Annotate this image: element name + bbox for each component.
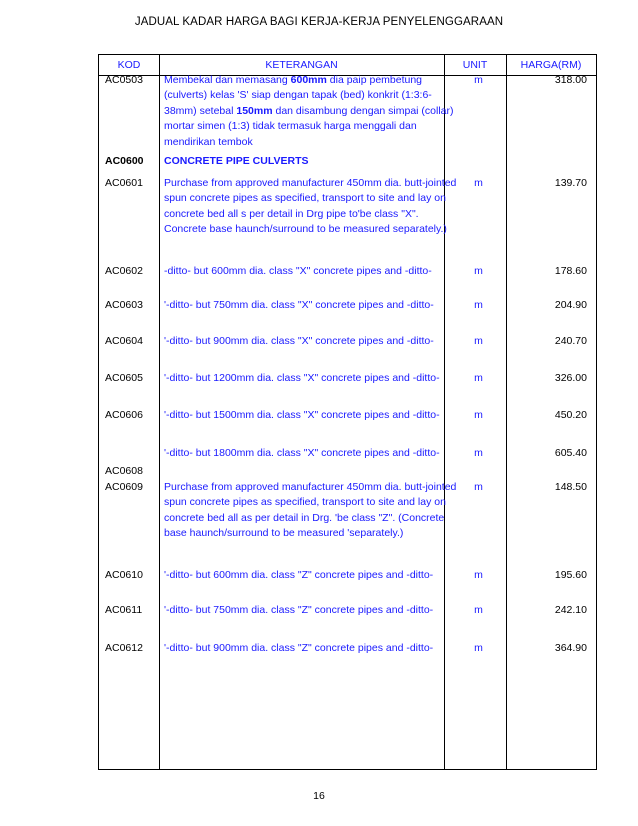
row-unit: m [474,74,483,86]
row-kod: AC0608 [105,465,143,477]
row-harga: 195.60 [554,569,587,581]
row-kod: AC0606 [105,409,143,421]
keterangan-text: '-ditto- but 750mm dia. class "Z" concrete pipes and -ditto- [164,604,434,616]
keterangan-text: '-ditto- but 1200mm dia. class "X" concrete pipes and -ditto- [164,372,440,384]
keterangan-text: '-ditto- but 1800mm dia. class "X" concrete pipes and -ditto- [164,447,440,459]
keterangan-text: '-ditto- but 900mm dia. class "Z" concrete pipes and -ditto- [164,642,434,654]
header-unit: UNIT [462,59,488,71]
document-title: JADUAL KADAR HARGA BAGI KERJA-KERJA PENYELENGGARAAN [134,16,504,28]
row-harga: 326.00 [554,372,587,384]
row-harga: 605.40 [554,447,587,459]
row-keterangan [164,371,459,386]
keterangan-text: Membekal dan memasang [164,74,291,86]
row-harga: 139.70 [554,177,587,189]
keterangan-text: '-ditto- but 1500mm dia. class "X" concrete pipes and -ditto- [164,409,440,421]
row-harga: 364.90 [554,642,587,654]
header-harga: HARGA(RM) [520,59,582,71]
column-divider [506,55,507,769]
row-harga: 318.00 [554,74,587,86]
table-header [99,55,596,75]
row-kod: AC0609 [105,481,143,493]
row-harga: 450.20 [554,409,587,421]
row-kod: AC0612 [105,642,143,654]
row-keterangan [164,480,459,542]
keterangan-text: '-ditto- but 750mm dia. class "X" concrete pipes and -ditto- [164,299,434,311]
row-keterangan [164,73,459,150]
row-keterangan [164,154,459,169]
keterangan-text: '-ditto- but 600mm dia. class "Z" concrete pipes and -ditto- [164,569,434,581]
row-kod: AC0503 [105,74,143,86]
row-kod: AC0602 [105,265,143,277]
row-harga: 242.10 [554,604,587,616]
row-keterangan [164,176,459,238]
row-kod: AC0605 [105,372,143,384]
keterangan-text: Purchase from approved manufacturer 450mm dia. butt-jointed spun concrete pipes as specified, transport to site and lay on concrete bed all s per detail in Drg pipe to'be class "X". Concrete base haunch/surround to be measured separately.) [164,177,457,236]
row-unit: m [474,447,483,459]
row-unit: m [474,569,483,581]
row-unit: m [474,335,483,347]
row-keterangan [164,334,459,349]
row-keterangan [164,298,459,313]
row-harga: 240.70 [554,335,587,347]
row-keterangan [164,408,459,423]
row-keterangan [164,641,459,656]
keterangan-text: Purchase from approved manufacturer 450mm dia. butt-jointed spun concrete pipes as specified, transport to site and lay on concrete bed all as per detail in Drg. 'be class "Z". (Concrete base haunch/surround to be measured 'separately.) [164,481,457,540]
row-harga: 204.90 [554,299,587,311]
row-keterangan [164,568,459,583]
row-keterangan [164,264,459,279]
row-unit: m [474,299,483,311]
header-keterangan: KETERANGAN [265,59,338,71]
row-keterangan [164,446,459,461]
row-harga: 148.50 [554,481,587,493]
page-number: 16 [313,790,325,802]
row-kod: AC0601 [105,177,143,189]
row-keterangan [164,603,459,618]
keterangan-text: -ditto- but 600mm dia. class "X" concrete pipes and -ditto- [164,265,432,277]
row-kod: AC0603 [105,299,143,311]
row-unit: m [474,265,483,277]
row-unit: m [474,177,483,189]
row-kod: AC0600 [105,155,144,167]
keterangan-text: '-ditto- but 900mm dia. class "X" concrete pipes and -ditto- [164,335,434,347]
keterangan-text: CONCRETE PIPE CULVERTS [164,155,309,167]
row-kod: AC0611 [105,604,143,616]
row-harga: 178.60 [554,265,587,277]
keterangan-text: dia paip pembetung (culverts) kelas 'S' siap dengan tapak (bed) konkrit (1:3:6-38mm) setebal [164,74,432,117]
row-kod: AC0610 [105,569,143,581]
keterangan-text: 150mm [236,104,273,117]
row-unit: m [474,642,483,654]
rate-table [98,54,597,770]
header-kod: KOD [117,59,141,71]
row-unit: m [474,481,483,493]
keterangan-text: 600mm [290,74,327,86]
row-unit: m [474,372,483,384]
row-unit: m [474,604,483,616]
row-unit: m [474,409,483,421]
row-kod: AC0604 [105,335,143,347]
keterangan-text: dan disambung dengan simpai (collar) mortar simen (1:3) tidak termasuk harga menggali dan mendirikan tembok [164,104,454,148]
